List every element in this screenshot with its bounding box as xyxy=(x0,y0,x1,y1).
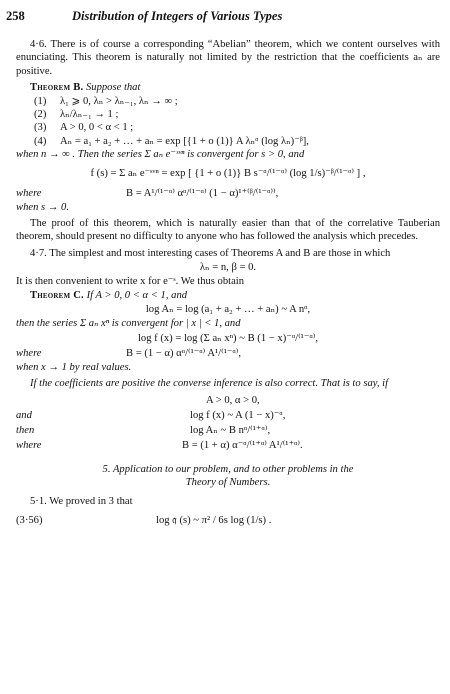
page-body xyxy=(16,38,440,533)
formula-logf-row xyxy=(16,331,440,346)
converse-label: then xyxy=(16,425,35,437)
theorem-c-limit: when x → 1 by real values. xyxy=(16,361,132,373)
equation-number: (3·56) xyxy=(16,514,43,526)
section-4-6-paragraph: 4·6. There is of course a corresponding “Abelian” theorem, which we content ourselves with enunciating. This theorem is naturally not limited by the restriction that the coefficients aₙ are positive. xyxy=(16,39,440,77)
formula-lambda: λₙ = n, β = 0. xyxy=(199,262,257,274)
condition-text: λₙ/λₙ₋₁ → 1 ; xyxy=(60,109,119,121)
formula-f: f (s) = Σ aₙ e⁻ˢᵛⁿ = exp [ {1 + o (1)} B s⁻ᵅ/⁽¹⁻ᵅ⁾ (log 1/s)⁻ᵝ/⁽¹⁻ᵅ⁾ ] , xyxy=(90,167,366,179)
condition-row xyxy=(16,121,440,134)
formula-f-row xyxy=(16,162,440,186)
theorem-c-lead: If A > 0, 0 < α < 1, and xyxy=(86,289,188,301)
condition-number: (4) xyxy=(34,135,47,147)
converse-label: where xyxy=(16,440,42,452)
equation-3-56-row xyxy=(16,509,440,533)
condition-text: Aₙ = a₁ + a₂ + … + aₙ = exp [{1 + o (1)} A λₙᵅ (log λₙ)⁻ᵝ], xyxy=(60,135,309,147)
converse-formula: B = (1 + α) α⁻ᵅ/⁽¹⁺ᵅ⁾ A¹/⁽¹⁺ᵅ⁾. xyxy=(182,440,303,452)
formula-lambda-row xyxy=(16,260,440,275)
converse-formula: A > 0, α > 0, xyxy=(206,395,260,407)
converse-row xyxy=(16,393,440,408)
formula-logA: log Aₙ = log (a₁ + a₂ + … + aₙ) ~ A nᵅ, xyxy=(145,304,311,316)
theorem-b-lead: Suppose that xyxy=(85,82,141,94)
converse-row xyxy=(16,438,440,453)
theorem-b-conditions xyxy=(16,95,440,149)
where-label: where xyxy=(16,187,42,199)
theorem-b-statement xyxy=(16,81,440,94)
theorem-c-conclusion-lead: then the series Σ aₙ xⁿ is convergent for | x | < 1, and xyxy=(16,318,241,330)
theorem-c-label: Theorem C. xyxy=(30,289,84,301)
theorem-b-limit: when s → 0. xyxy=(16,201,69,213)
theorem-b-conclusion-lead: when n → ∞ . Then the series Σ aₙ e⁻ˢᵛⁿ is convergent for s > 0, and xyxy=(16,149,305,161)
condition-row xyxy=(16,135,440,148)
condition-row xyxy=(16,108,440,121)
converse-row xyxy=(16,408,440,423)
formula-logA-row xyxy=(16,302,440,317)
theorem-c-statement xyxy=(16,289,440,302)
condition-text: λ₁ ⩾ 0, λₙ > λₙ₋₁, λₙ → ∞ ; xyxy=(60,95,178,107)
where-label: where xyxy=(16,347,42,359)
section-5-heading-line-2: Theory of Numbers. xyxy=(185,477,271,489)
converse-label: and xyxy=(16,410,32,422)
condition-row xyxy=(16,95,440,108)
page-number: 258 xyxy=(6,9,25,23)
formula-logf: log f (x) = log (Σ aₙ xⁿ) ~ B (1 − x)⁻ᵅ/⁽¹⁻ᵅ⁾, xyxy=(137,332,319,344)
condition-number: (3) xyxy=(34,122,47,134)
formula-B-c: B = (1 − α) αᵅ/⁽¹⁻ᵅ⁾ A¹/⁽¹⁻ᵅ⁾, xyxy=(126,347,242,359)
section-5-heading-line-1: 5. Application to our problem, and to other problems in the xyxy=(102,464,354,476)
formula-B-c-row xyxy=(16,346,440,361)
equation-3-56: log 𝔮 (s) ~ π² / 6s log (1/s) . xyxy=(156,514,272,526)
formula-B-row xyxy=(16,186,440,201)
condition-number: (1) xyxy=(34,95,47,107)
section-4-7-paragraph: 4·7. The simplest and most interesting cases of Theorems A and B are those in which xyxy=(30,247,391,259)
converse-formulas xyxy=(16,393,440,453)
converse-statement: If the coefficients are positive the converse inference is also correct. That is to say, if xyxy=(30,377,389,389)
theorem-b-label: Theorem B. xyxy=(30,82,84,94)
running-head: Distribution of Integers of Various Types xyxy=(72,9,283,23)
formula-B: B = A¹/⁽¹⁻ᵅ⁾ αᵅ/⁽¹⁻ᵅ⁾ (1 − α)¹⁺⁽ᵝ/⁽¹⁻ᵅ⁾⁾, xyxy=(126,187,279,199)
condition-text: A > 0, 0 < α < 1 ; xyxy=(60,122,134,134)
converse-formula: log Aₙ ~ B nᵅ/⁽¹⁺ᵅ⁾, xyxy=(190,425,271,437)
converse-formula: log f (x) ~ A (1 − x)⁻ᵅ, xyxy=(190,410,286,422)
section-4-6-proof-paragraph: The proof of this theorem, which is naturally easier than that of the correlative Tauberian theorem, should present no difficulty to anyone who has followed the analysis which precedes. xyxy=(16,218,440,243)
page-header xyxy=(6,10,446,28)
condition-number: (2) xyxy=(34,109,47,121)
section-4-7-paragraph-continued: It is then convenient to write x for e⁻ˢ. We thus obtain xyxy=(16,276,245,288)
section-5-1-paragraph: 5·1. We proved in 3 that xyxy=(30,496,133,508)
converse-row xyxy=(16,423,440,438)
